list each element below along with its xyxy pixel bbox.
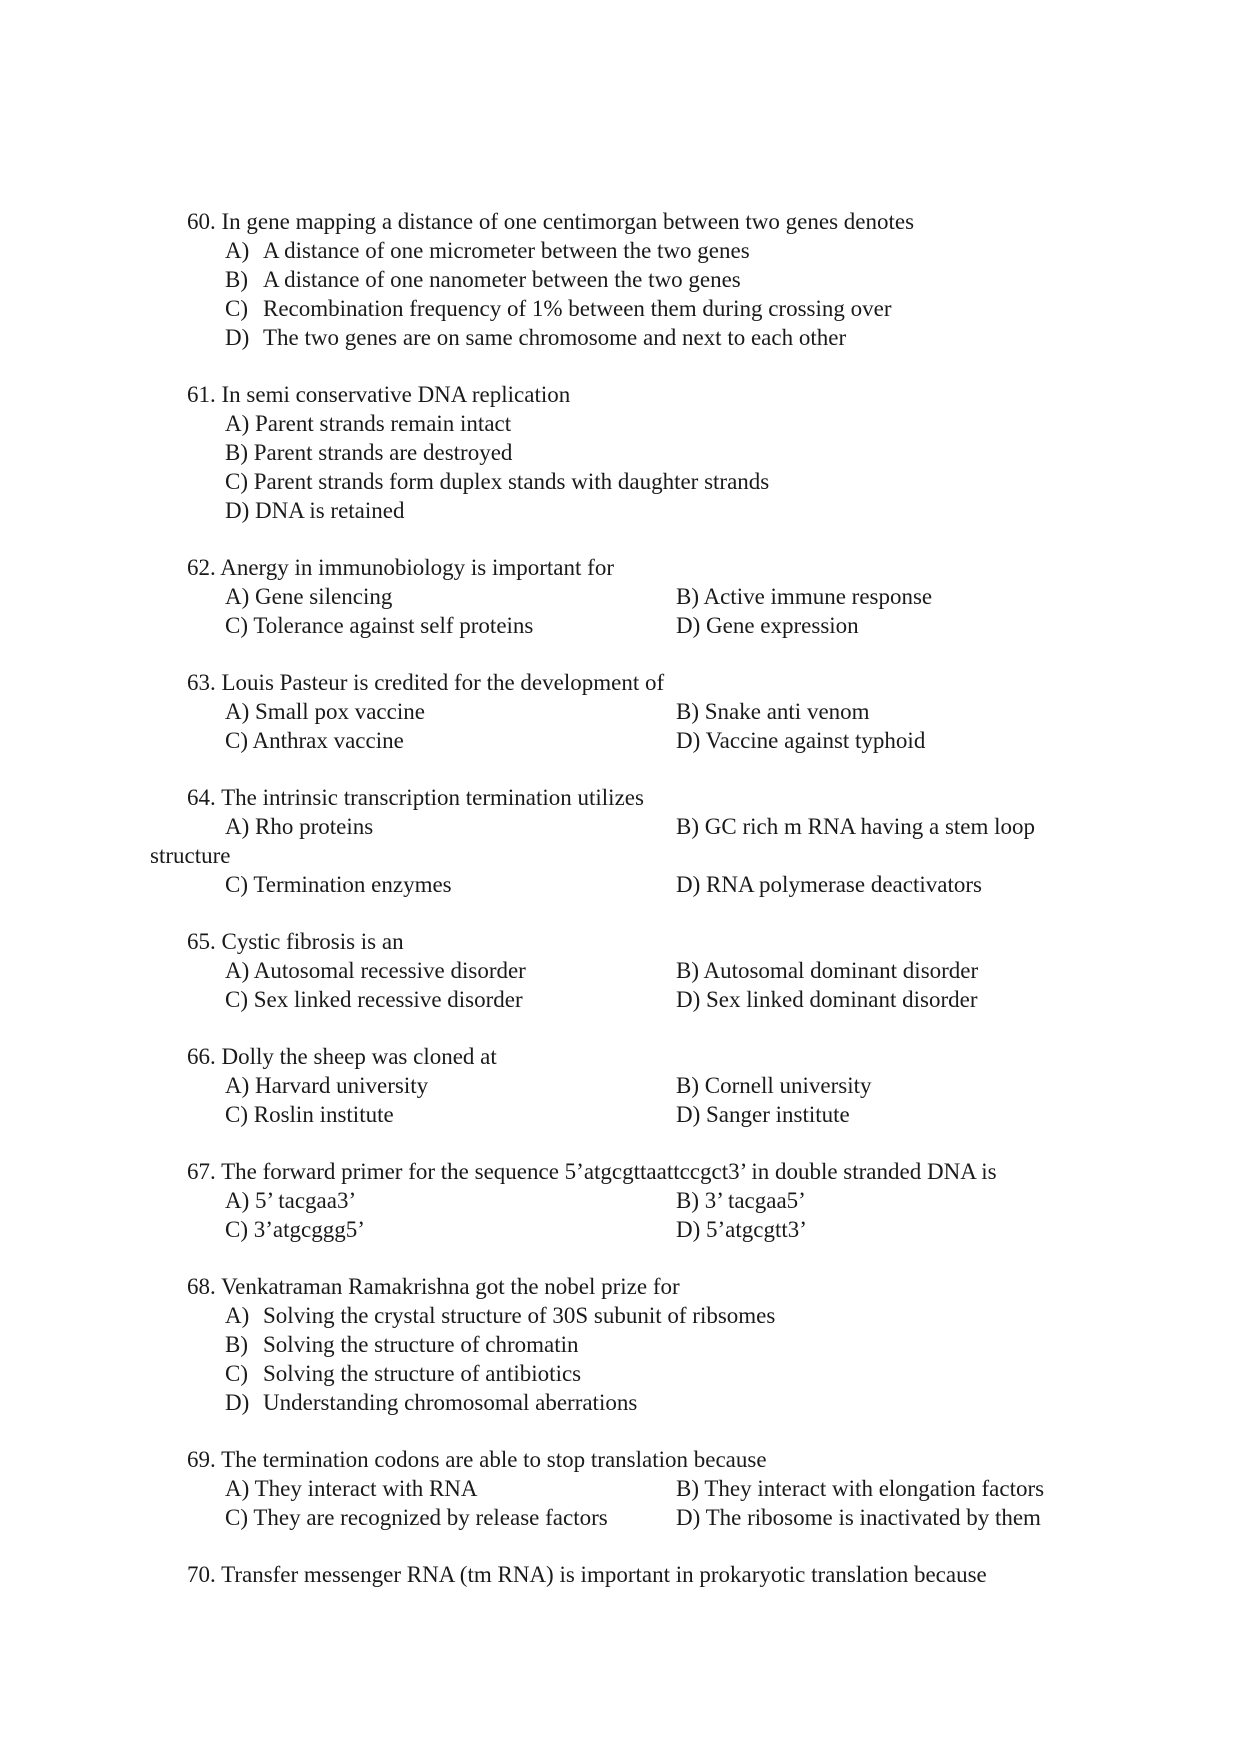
question-number: 65. [187,929,216,954]
question-stem [187,668,1087,697]
option-a[interactable]: A) Gene silencing [225,584,393,609]
option-a[interactable]: A) 5’ tacgaa3’ [225,1188,357,1213]
option-c[interactable]: C) 3’atgcggg5’ [225,1217,365,1242]
question-66 [187,1042,1087,1129]
option-b[interactable]: B) 3’ tacgaa5’ [676,1188,806,1213]
question-text: The termination codons are able to stop translation because [221,1447,767,1472]
option-b[interactable]: B) Snake anti venom [676,699,870,724]
question-stem [187,927,1087,956]
question-number: 67. [187,1159,216,1184]
option-b[interactable]: B) Solving the structure of chromatin [225,1332,579,1357]
option-b[interactable]: B) Active immune response [676,584,933,609]
option-b-continuation: structure [150,843,231,868]
question-63 [187,668,1087,755]
option-a[interactable]: A) Solving the crystal structure of 30S subunit of ribsomes [225,1303,776,1328]
question-68 [187,1272,1087,1417]
question-stem [187,1272,1087,1301]
option-d[interactable]: D) DNA is retained [225,498,405,523]
option-a[interactable]: A) Rho proteins [225,814,374,839]
option-d[interactable]: D) Understanding chromosomal aberrations [225,1390,638,1415]
option-c[interactable]: C) Parent strands form duplex stands with daughter strands [225,469,770,494]
option-d[interactable]: D) Gene expression [676,613,859,638]
question-61 [187,380,1087,525]
question-stem [187,1560,1087,1589]
option-c[interactable]: C) Roslin institute [225,1102,394,1127]
option-c[interactable]: C) Recombination frequency of 1% between them during crossing over [225,296,892,321]
question-64 [150,783,1087,899]
question-stem [187,1042,1087,1071]
option-a[interactable]: A) They interact with RNA [225,1476,478,1501]
option-d[interactable]: D) Vaccine against typhoid [676,728,926,753]
option-a[interactable]: A) Autosomal recessive disorder [225,958,526,983]
question-number: 68. [187,1274,216,1299]
question-text: In semi conservative DNA replication [221,382,571,407]
question-text: Venkatraman Ramakrishna got the nobel prize for [221,1274,680,1299]
question-stem [187,207,1087,236]
option-b[interactable]: B) Autosomal dominant disorder [676,958,979,983]
option-d[interactable]: D) 5’atgcgtt3’ [676,1217,807,1242]
question-text: Anergy in immunobiology is important for [220,555,614,580]
question-stem [187,380,1087,409]
option-a[interactable]: A) Harvard university [225,1073,429,1098]
option-d[interactable]: D) The ribosome is inactivated by them [676,1505,1041,1530]
question-70 [187,1560,1087,1589]
question-text: Dolly the sheep was cloned at [221,1044,497,1069]
option-c[interactable]: C) They are recognized by release factors [225,1505,608,1530]
option-b[interactable]: B) Parent strands are destroyed [225,440,513,465]
question-stem [187,783,1087,812]
question-number: 64. [187,785,216,810]
question-number: 69. [187,1447,216,1472]
question-number: 70. [187,1562,216,1587]
question-number: 61. [187,382,216,407]
option-c[interactable]: C) Termination enzymes [225,872,452,897]
option-b[interactable]: B) A distance of one nanometer between the two genes [225,267,741,292]
question-number: 62. [187,555,216,580]
question-67 [187,1157,1087,1244]
question-number: 63. [187,670,216,695]
question-60 [187,207,1087,352]
option-b[interactable]: B) Cornell university [676,1073,872,1098]
option-b[interactable]: B) GC rich m RNA having a stem loop [676,814,1036,839]
option-c[interactable]: C) Sex linked recessive disorder [225,987,523,1012]
question-text: In gene mapping a distance of one centimorgan between two genes denotes [221,209,915,234]
question-69 [187,1445,1087,1532]
question-text: Transfer messenger RNA (tm RNA) is important in prokaryotic translation because [221,1562,987,1587]
question-62 [187,553,1087,640]
option-a[interactable]: A) Small pox vaccine [225,699,425,724]
option-d[interactable]: D) Sanger institute [676,1102,850,1127]
question-number: 66. [187,1044,216,1069]
option-d[interactable]: D) RNA polymerase deactivators [676,872,982,897]
option-d[interactable]: D) Sex linked dominant disorder [676,987,978,1012]
option-a[interactable]: A) Parent strands remain intact [225,411,512,436]
question-65 [187,927,1087,1014]
question-text: The forward primer for the sequence 5’atgcgttaattccgct3’ in double stranded DNA is [221,1159,997,1184]
option-b[interactable]: B) They interact with elongation factors [676,1476,1045,1501]
question-text: The intrinsic transcription termination utilizes [221,785,644,810]
option-c[interactable]: C) Tolerance against self proteins [225,613,534,638]
question-number: 60. [187,209,216,234]
question-stem [187,553,1087,582]
option-c[interactable]: C) Solving the structure of antibiotics [225,1361,582,1386]
question-stem [187,1445,1087,1474]
question-stem [187,1157,1087,1186]
question-text: Cystic fibrosis is an [221,929,404,954]
option-a[interactable]: A) A distance of one micrometer between the two genes [225,238,750,263]
option-d[interactable]: D) The two genes are on same chromosome and next to each other [225,325,847,350]
option-c[interactable]: C) Anthrax vaccine [225,728,404,753]
question-text: Louis Pasteur is credited for the development of [221,670,665,695]
